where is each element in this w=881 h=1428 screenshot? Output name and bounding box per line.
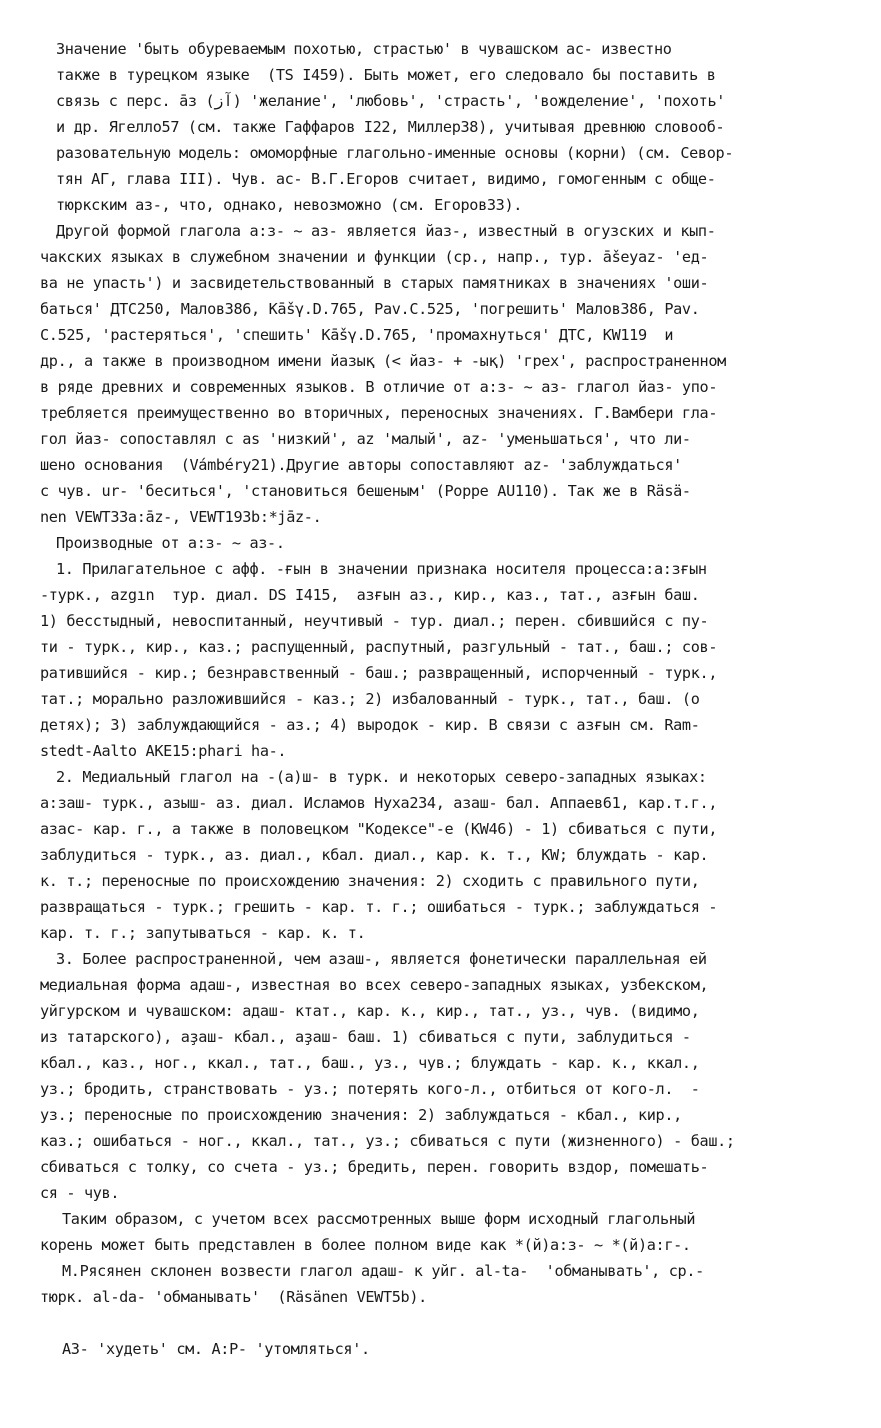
- text-line: 3. Более распространенной, чем азаш-, является фонетически параллельная ей: [56, 950, 707, 968]
- text-line: а:заш- турк., азыш- аз. диал. Исламов Нуха234, азаш- бал. Аппаев61, кар.т.г.,: [40, 794, 718, 812]
- text-line: 1. Прилагательное с афф. -ғын в значении признака носителя процесса:а:зғын: [56, 560, 707, 578]
- text-line: ся - чув.: [40, 1184, 120, 1202]
- text-line: 2. Медиальный глагол на -(а)ш- в турк. и некоторых северо-западных языках:: [56, 768, 707, 786]
- text-line: ти - турк., кир., каз.; распущенный, распутный, разгульный - тат., баш.; сов-: [40, 638, 718, 656]
- text-line: уз.; бродить, странствовать - уз.; потерять кого-л., отбиться от кого-л. -: [40, 1080, 700, 1098]
- text-line: уйгурском и чувашском: адаш- ктат., кар. к., кир., тат., уз., чув. (видимо,: [40, 1002, 700, 1020]
- text-line: медиальная форма адаш-, известная во всех северо-западных языках, узбекском,: [40, 976, 709, 994]
- text-line: связь с перс. āз (آز) 'желание', 'любовь', 'страсть', 'вожделение', 'похоть': [56, 92, 726, 110]
- text-line: чакских языках в служебном значении и функции (ср., напр., тур. āšeyaz- 'ед-: [40, 248, 709, 266]
- text-line: др., а также в производном имени йазық (< йаз- + -ық) 'грех', распространенном: [40, 352, 726, 370]
- text-line: каз.; ошибаться - ног., ккал., тат., уз.; сбиваться с пути (жизненного) - баш.;: [40, 1132, 735, 1150]
- text-line: stedt-Aalto AKE15:phari ha-.: [40, 742, 287, 760]
- text-line: требляется преимущественно во вторичных, переносных значениях. Г.Вамбери гла-: [40, 404, 718, 422]
- text-line: nen VEWT33a:āz-, VEWT193b:*jāz-.: [40, 508, 322, 526]
- text-line: с чув. ur- 'беситься', 'становиться бешеным' (Poppe AU110). Так же в Räsä-: [40, 482, 691, 500]
- text-line: разовательную модель: омоморфные глагольно-именные основы (корни) (см. Севор-: [56, 144, 734, 162]
- text-line: также в турецком языке (TS I459). Быть может, его следовало бы поставить в: [56, 66, 716, 84]
- text-line: тян АГ, глава III). Чув. ас- В.Г.Егоров считает, видимо, гомогенным с обще-: [56, 170, 716, 188]
- text-line: тюркским аз-, что, однако, невозможно (см. Егоров33).: [56, 196, 523, 214]
- text-line: баться' ДТС250, Малов386, Kāšγ.D.765, Pav.C.525, 'погрешить' Малов386, Pav.: [40, 300, 700, 318]
- text-line: Другой формой глагола а:з- ~ аз- является йаз-, известный в огузских и кып-: [56, 222, 716, 240]
- text-line: в ряде древних и современных языков. В отличие от а:з- ~ аз- глагол йаз- упо-: [40, 378, 718, 396]
- text-line: детях); 3) заблуждающийся - аз.; 4) выродок - кир. В связи с азғын см. Ram-: [40, 716, 700, 734]
- text-line: из татарского), аҙаш- кбал., аҙаш- баш. 1) сбиваться с пути, заблудиться -: [40, 1028, 691, 1046]
- text-line: уз.; переносные по происхождению значения: 2) заблуждаться - кбал., кир.,: [40, 1106, 682, 1124]
- text-line: Производные от а:з- ~ аз-.: [56, 534, 285, 552]
- text-line: корень может быть представлен в более полном виде как *(й)а:з- ~ *(й)а:г-.: [40, 1236, 691, 1254]
- text-line: ратившийся - кир.; безнравственный - баш.; развращенный, испорченный - турк.,: [40, 664, 718, 682]
- text-line: развращаться - турк.; грешить - кар. т. г.; ошибаться - турк.; заблуждаться -: [40, 898, 718, 916]
- text-line: гол йаз- сопоставлял с as 'низкий', az 'малый', az- 'уменьшаться', что ли-: [40, 430, 691, 448]
- text-line: к. т.; переносные по происхождению значения: 2) сходить с правильного пути,: [40, 872, 700, 890]
- text-line: C.525, 'растеряться', 'спешить' Kāšγ.D.765, 'промахнуться' ДТС, KW119 и: [40, 326, 674, 344]
- text-line: шено основания (Vámbéry21).Другие авторы сопоставляют az- 'заблуждаться': [40, 456, 682, 474]
- text-line: кбал., каз., ног., ккал., тат., баш., уз., чув.; блуждать - кар. к., ккал.,: [40, 1054, 700, 1072]
- text-line: Таким образом, с учетом всех рассмотренных выше форм исходный глагольный: [62, 1210, 696, 1228]
- text-line: АЗ- 'худеть' см. А:Р- 'утомляться'.: [62, 1340, 370, 1358]
- text-line: -турк., azgın тур. диал. DS I415, азғын аз., кир., каз., тат., азғын баш.: [40, 586, 700, 604]
- text-line: и др. Ягелло57 (см. также Гаффаров I22, Миллер38), учитывая древнюю словооб-: [56, 118, 725, 136]
- text-line: Значение 'быть обуреваемым похотью, страстью' в чувашском ас- известно: [56, 40, 672, 58]
- text-line: кар. т. г.; запутываться - кар. к. т.: [40, 924, 366, 942]
- text-line: заблудиться - турк., аз. диал., кбал. диал., кар. к. т., KW; блуждать - кар.: [40, 846, 709, 864]
- text-line: сбиваться с толку, со счета - уз.; бредить, перен. говорить вздор, помешать-: [40, 1158, 709, 1176]
- text-line: 1) бесстыдный, невоспитанный, неучтивый - тур. диал.; перен. сбившийся с пу-: [40, 612, 709, 630]
- text-line: ва не упасть') и засвидетельствованный в старых памятниках в значениях 'оши-: [40, 274, 709, 292]
- text-line: тат.; морально разложившийся - каз.; 2) избалованный - турк., тат., баш. (о: [40, 690, 700, 708]
- text-line: тюрк. al-da- 'обманывать' (Räsänen VEWT5b).: [40, 1288, 427, 1306]
- text-line: М.Рясянен склонен возвести глагол адаш- к уйг. al-ta- 'обманывать', ср.-: [62, 1262, 704, 1280]
- text-line: азас- кар. г., а также в половецком "Кодексе"-е (KW46) - 1) сбиваться с пути,: [40, 820, 718, 838]
